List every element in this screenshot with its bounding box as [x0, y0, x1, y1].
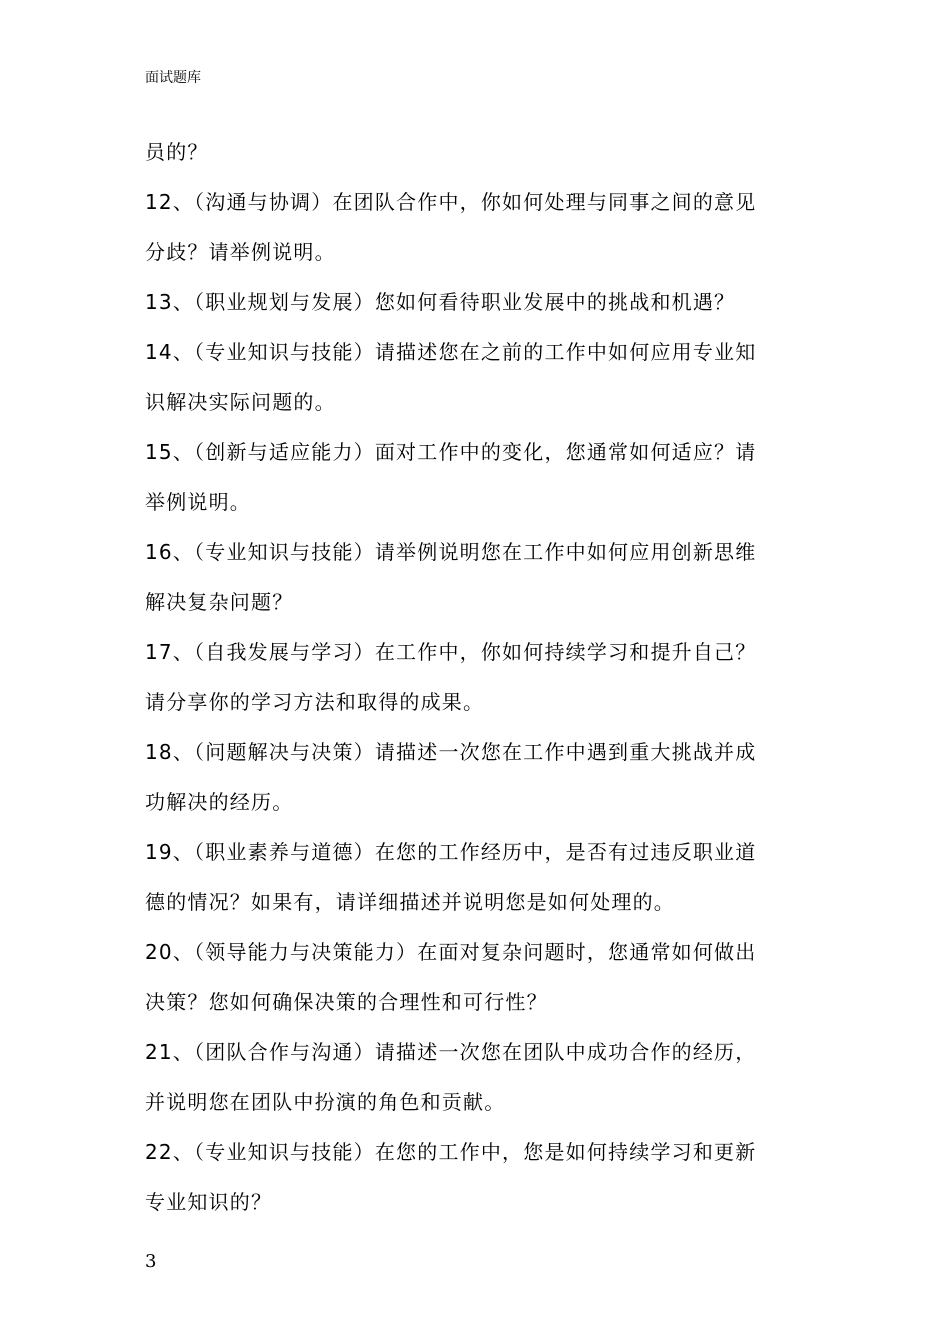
- text-line: 请分享你的学习方法和取得的成果。: [145, 690, 485, 714]
- question-list: [145, 134, 810, 1234]
- text-line: 识解决实际问题的。: [145, 390, 336, 414]
- text-line: 举例说明。: [145, 490, 251, 514]
- text-line: 并说明您在团队中扮演的角色和贡献。: [145, 1090, 506, 1114]
- text-line: 21、（团队合作与沟通）请描述一次您在团队中成功合作的经历，: [145, 1040, 757, 1064]
- text-line: 19、（职业素养与道德）在您的工作经历中，是否有过违反职业道: [145, 840, 757, 864]
- text-line: 16、（专业知识与技能）请举例说明您在工作中如何应用创新思维: [145, 540, 757, 564]
- text-line: 员的？: [145, 140, 209, 164]
- text-line: 15、（创新与适应能力）面对工作中的变化，您通常如何适应？请: [145, 440, 757, 464]
- text-line: 决策？您如何确保决策的合理性和可行性？: [145, 990, 548, 1014]
- page-header: 面试题库: [145, 70, 201, 86]
- text-line: 功解决的经历。: [145, 790, 294, 814]
- text-line: 12、（沟通与协调）在团队合作中，你如何处理与同事之间的意见: [145, 190, 757, 214]
- text-line: 22、（专业知识与技能）在您的工作中，您是如何持续学习和更新: [145, 1140, 757, 1164]
- text-line: 德的情况？如果有，请详细描述并说明您是如何处理的。: [145, 890, 675, 914]
- page-number: 3: [145, 1251, 157, 1272]
- text-line: 18、（问题解决与决策）请描述一次您在工作中遇到重大挑战并成: [145, 740, 757, 764]
- text-line: 13、（职业规划与发展）您如何看待职业发展中的挑战和机遇？: [145, 290, 736, 314]
- text-line: 14、（专业知识与技能）请描述您在之前的工作中如何应用专业知: [145, 340, 757, 364]
- text-line: 17、（自我发展与学习）在工作中，你如何持续学习和提升自己？: [145, 640, 757, 664]
- text-line: 专业知识的？: [145, 1190, 273, 1214]
- text-line: 20、（领导能力与决策能力）在面对复杂问题时，您通常如何做出: [145, 940, 757, 964]
- text-line: 解决复杂问题？: [145, 590, 294, 614]
- text-line: 分歧？请举例说明。: [145, 240, 336, 264]
